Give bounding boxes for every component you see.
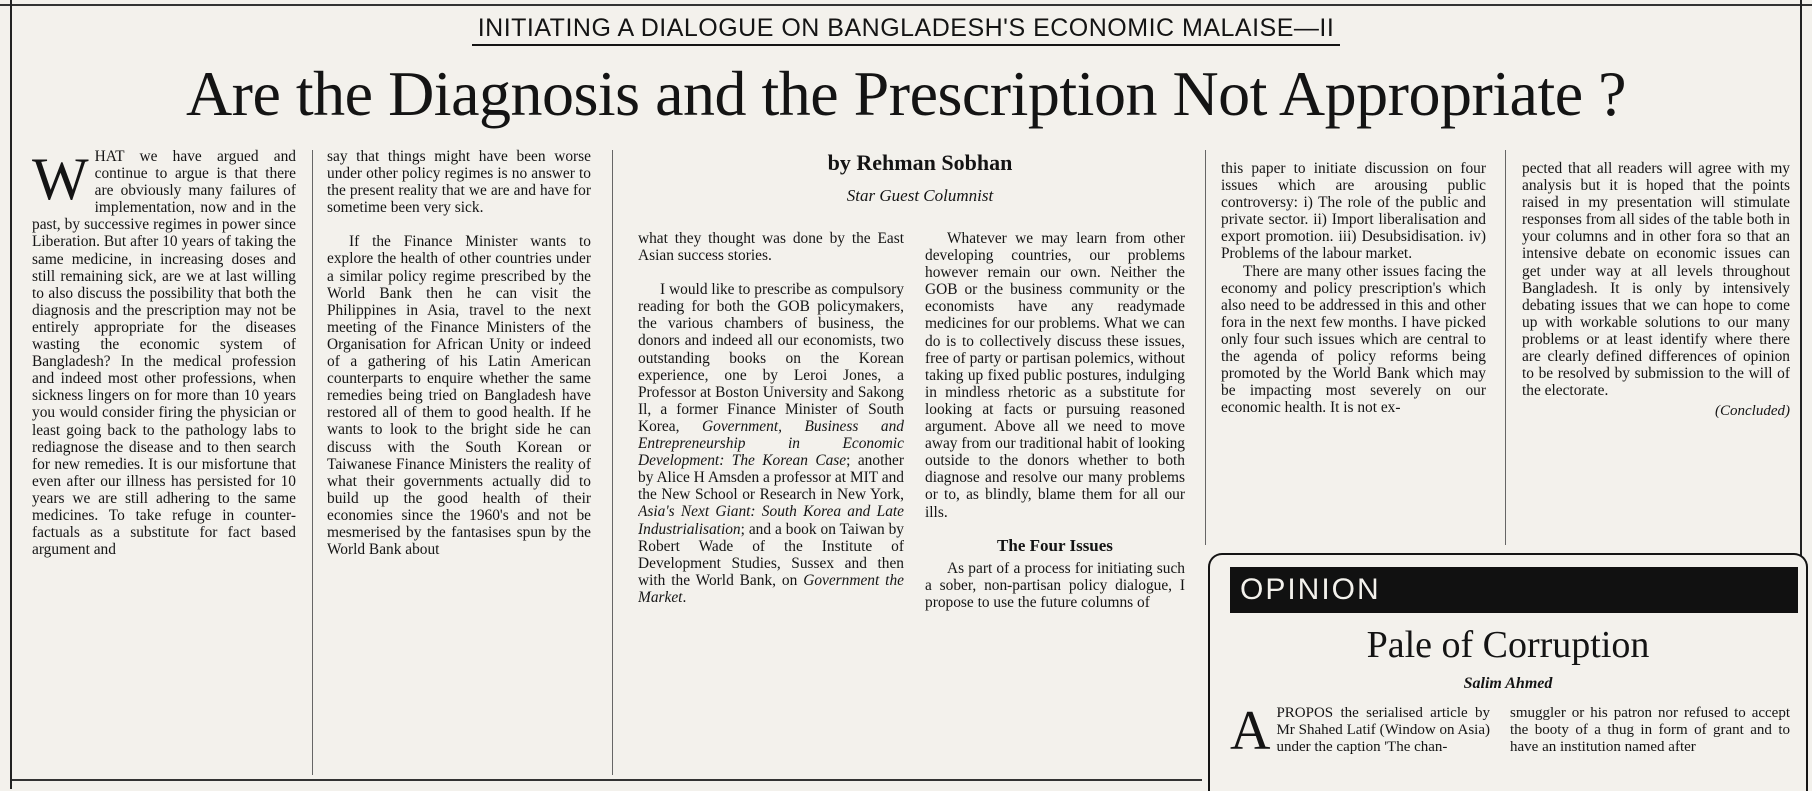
headline: Are the Diagnosis and the Prescription Not Appropriate ? xyxy=(185,58,1627,129)
article-text: ; another by Alice H Amsden a professor at MIT and the New School or Research in New York, xyxy=(638,452,904,504)
opinion-box xyxy=(1208,553,1808,791)
column-divider xyxy=(312,150,313,775)
article-text: I would like to prescribe as compulsory reading for both the GOB policymakers, the various chambers of business, the donors and indeed all our economists, two outstanding books on the Korean experience, one by Leroi Jones, a Professor at Boston University and Sakong Il, a former Finance Minister of South Korea, xyxy=(638,281,904,435)
drop-cap: W xyxy=(32,148,89,212)
article-column-6 xyxy=(1522,160,1790,542)
book-title: Asia's Next Giant: South Korea and Late Industrialisation xyxy=(638,503,904,538)
article-column-5 xyxy=(1221,160,1486,542)
article-paragraph: say that things might have been worse under other policy regimes is no answer to the present reality that we are and have for sometime been very sick. xyxy=(327,148,591,217)
opinion-author: Salim Ahmed xyxy=(1463,675,1553,692)
article-paragraph: There are many other issues facing the economy and policy prescription's which also need to be addressed in this and other fora in the next few months. I have picked only four such issues which are central to the agenda of policy reforms being promoted by the World Bank which may be impacting most severely on our economic health. It is not ex- xyxy=(1221,262,1486,417)
byline: by Rehman Sobhan xyxy=(827,150,1013,175)
kicker-text: INITIATING A DIALOGUE ON BANGLADESH'S ECONOMIC MALAISE—II xyxy=(472,14,1341,46)
article-column-3 xyxy=(638,230,904,778)
article-paragraph: If the Finance Minister wants to explore the health of other countries under a similar policy regime prescribed by the World Bank then he can visit the Philippines in Asia, travel to the next meeting of the Finance Ministers of the Organisation for African Unity or indeed of a gathering of his Latin American counterparts to enquire whether the same remedies being tried on Bangladesh have restored all of them to good health. If he wants to look to the bright side he can discuss with the South Korean or Taiwanese Finance Ministers the reality of what their governments actually did to build up the good health of their economies since the 1960's and not be mesmerised by the fantasises spun by the World Bank about xyxy=(327,233,591,559)
bottom-rule xyxy=(12,779,1202,781)
article-paragraph: As part of a process for initiating such a sober, non-partisan policy dialogue, I propose to use the future columns of xyxy=(925,559,1185,611)
top-rule xyxy=(0,4,1812,6)
kicker xyxy=(0,14,1812,43)
opinion-banner: OPINION xyxy=(1230,567,1798,613)
column-divider xyxy=(1205,150,1206,545)
article-paragraph: what they thought was done by the East Asian success stories. xyxy=(638,230,904,265)
article-column-1 xyxy=(32,148,296,778)
byline-role: Star Guest Columnist xyxy=(846,186,994,205)
column-divider xyxy=(612,150,613,775)
article-paragraph xyxy=(638,281,904,606)
opinion-column-2: smuggler or his patron nor refused to accept the booty of a thug in form of grant and to have an institution named after xyxy=(1510,705,1790,755)
article-column-2 xyxy=(327,148,591,778)
article-paragraph xyxy=(32,148,296,558)
subhead: The Four Issues xyxy=(997,535,1113,555)
opinion-title: Pale of Corruption xyxy=(1366,624,1650,666)
opinion-column-1 xyxy=(1230,705,1490,791)
article-column-4 xyxy=(925,230,1185,778)
book-title: Government, Business and Entrepreneurship in Economic Development: The Korean Case xyxy=(638,417,904,470)
drop-cap: A xyxy=(1230,705,1271,762)
article-paragraph: pected that all readers will agree with my analysis but it is hoped that the points raised in my presentation will stimulate responses from all sides of the table both in your columns and in other fora so that an intensive debate on economic issues can get under way at all levels throughout Bangladesh. It is only by intensively debating issues that we can hope to come up with workable solutions to our many problems or at least identify where there are clearly defined differences of opinion to be resolved by submission to the will of the electorate. xyxy=(1522,160,1790,400)
article-text: HAT we have argued and continue to argue is that there are obviously many failures of implementation, now and in the past, by successive regimes in power since Liberation. But after 10 years of taking the same medicine, in increasing doses and still remaining sick, are we at last willing to also discuss the possibility that both the diagnosis and the prescription may not be entirely appropriate for the diseases wasting the economic system of Bangladesh? In the medical profession and indeed most other professions, when sickness lingers on for more than 10 years you would consider firing the physician or least going back to the pathology labs to rediagnose the disease and to then search for new remedies. It is our misfortune that even after our illness has persisted for 10 years we are still adhering to the same medicines. To take refuge in counter-factuals as a substitute for fact based argument and xyxy=(32,148,296,559)
column-divider xyxy=(1505,150,1506,545)
byline-block xyxy=(640,150,1200,206)
article-text: ; and a book on Taiwan by Robert Wade of the Institute of Development Studies, Sussex and then with the World Bank, on xyxy=(638,520,904,589)
concluded-note: (Concluded) xyxy=(1715,403,1790,420)
opinion-text: PROPOS the serialised article by Mr Shahed Latif (Window on Asia) under the caption 'The chan- xyxy=(1276,705,1490,755)
article-paragraph: Whatever we may learn from other developing countries, our problems however remain our own. Neither the GOB or the business community or the economists have any readymade medicines for our problems. What we can do is to collectively discuss these issues, free of party or partisan polemics, without taking up fixed public postures, indulging in mindless rhetoric as a substitute for looking at facts or pursuing reasoned argument. Above all we need to move away from our traditional habit of looking outside to the donors whether to both diagnose and resolve our many problems or to, as blindly, blame them for all our ills. xyxy=(925,230,1185,521)
article-paragraph: this paper to initiate discussion on four issues which are arousing public controversy: i) The role of the public and private sector. ii) Import liberalisation and export promotion. iii) Desubsidisation. iv) Problems of the labour market. xyxy=(1221,160,1486,263)
article-text: . xyxy=(682,588,687,606)
book-title: Government the Market xyxy=(638,571,904,606)
